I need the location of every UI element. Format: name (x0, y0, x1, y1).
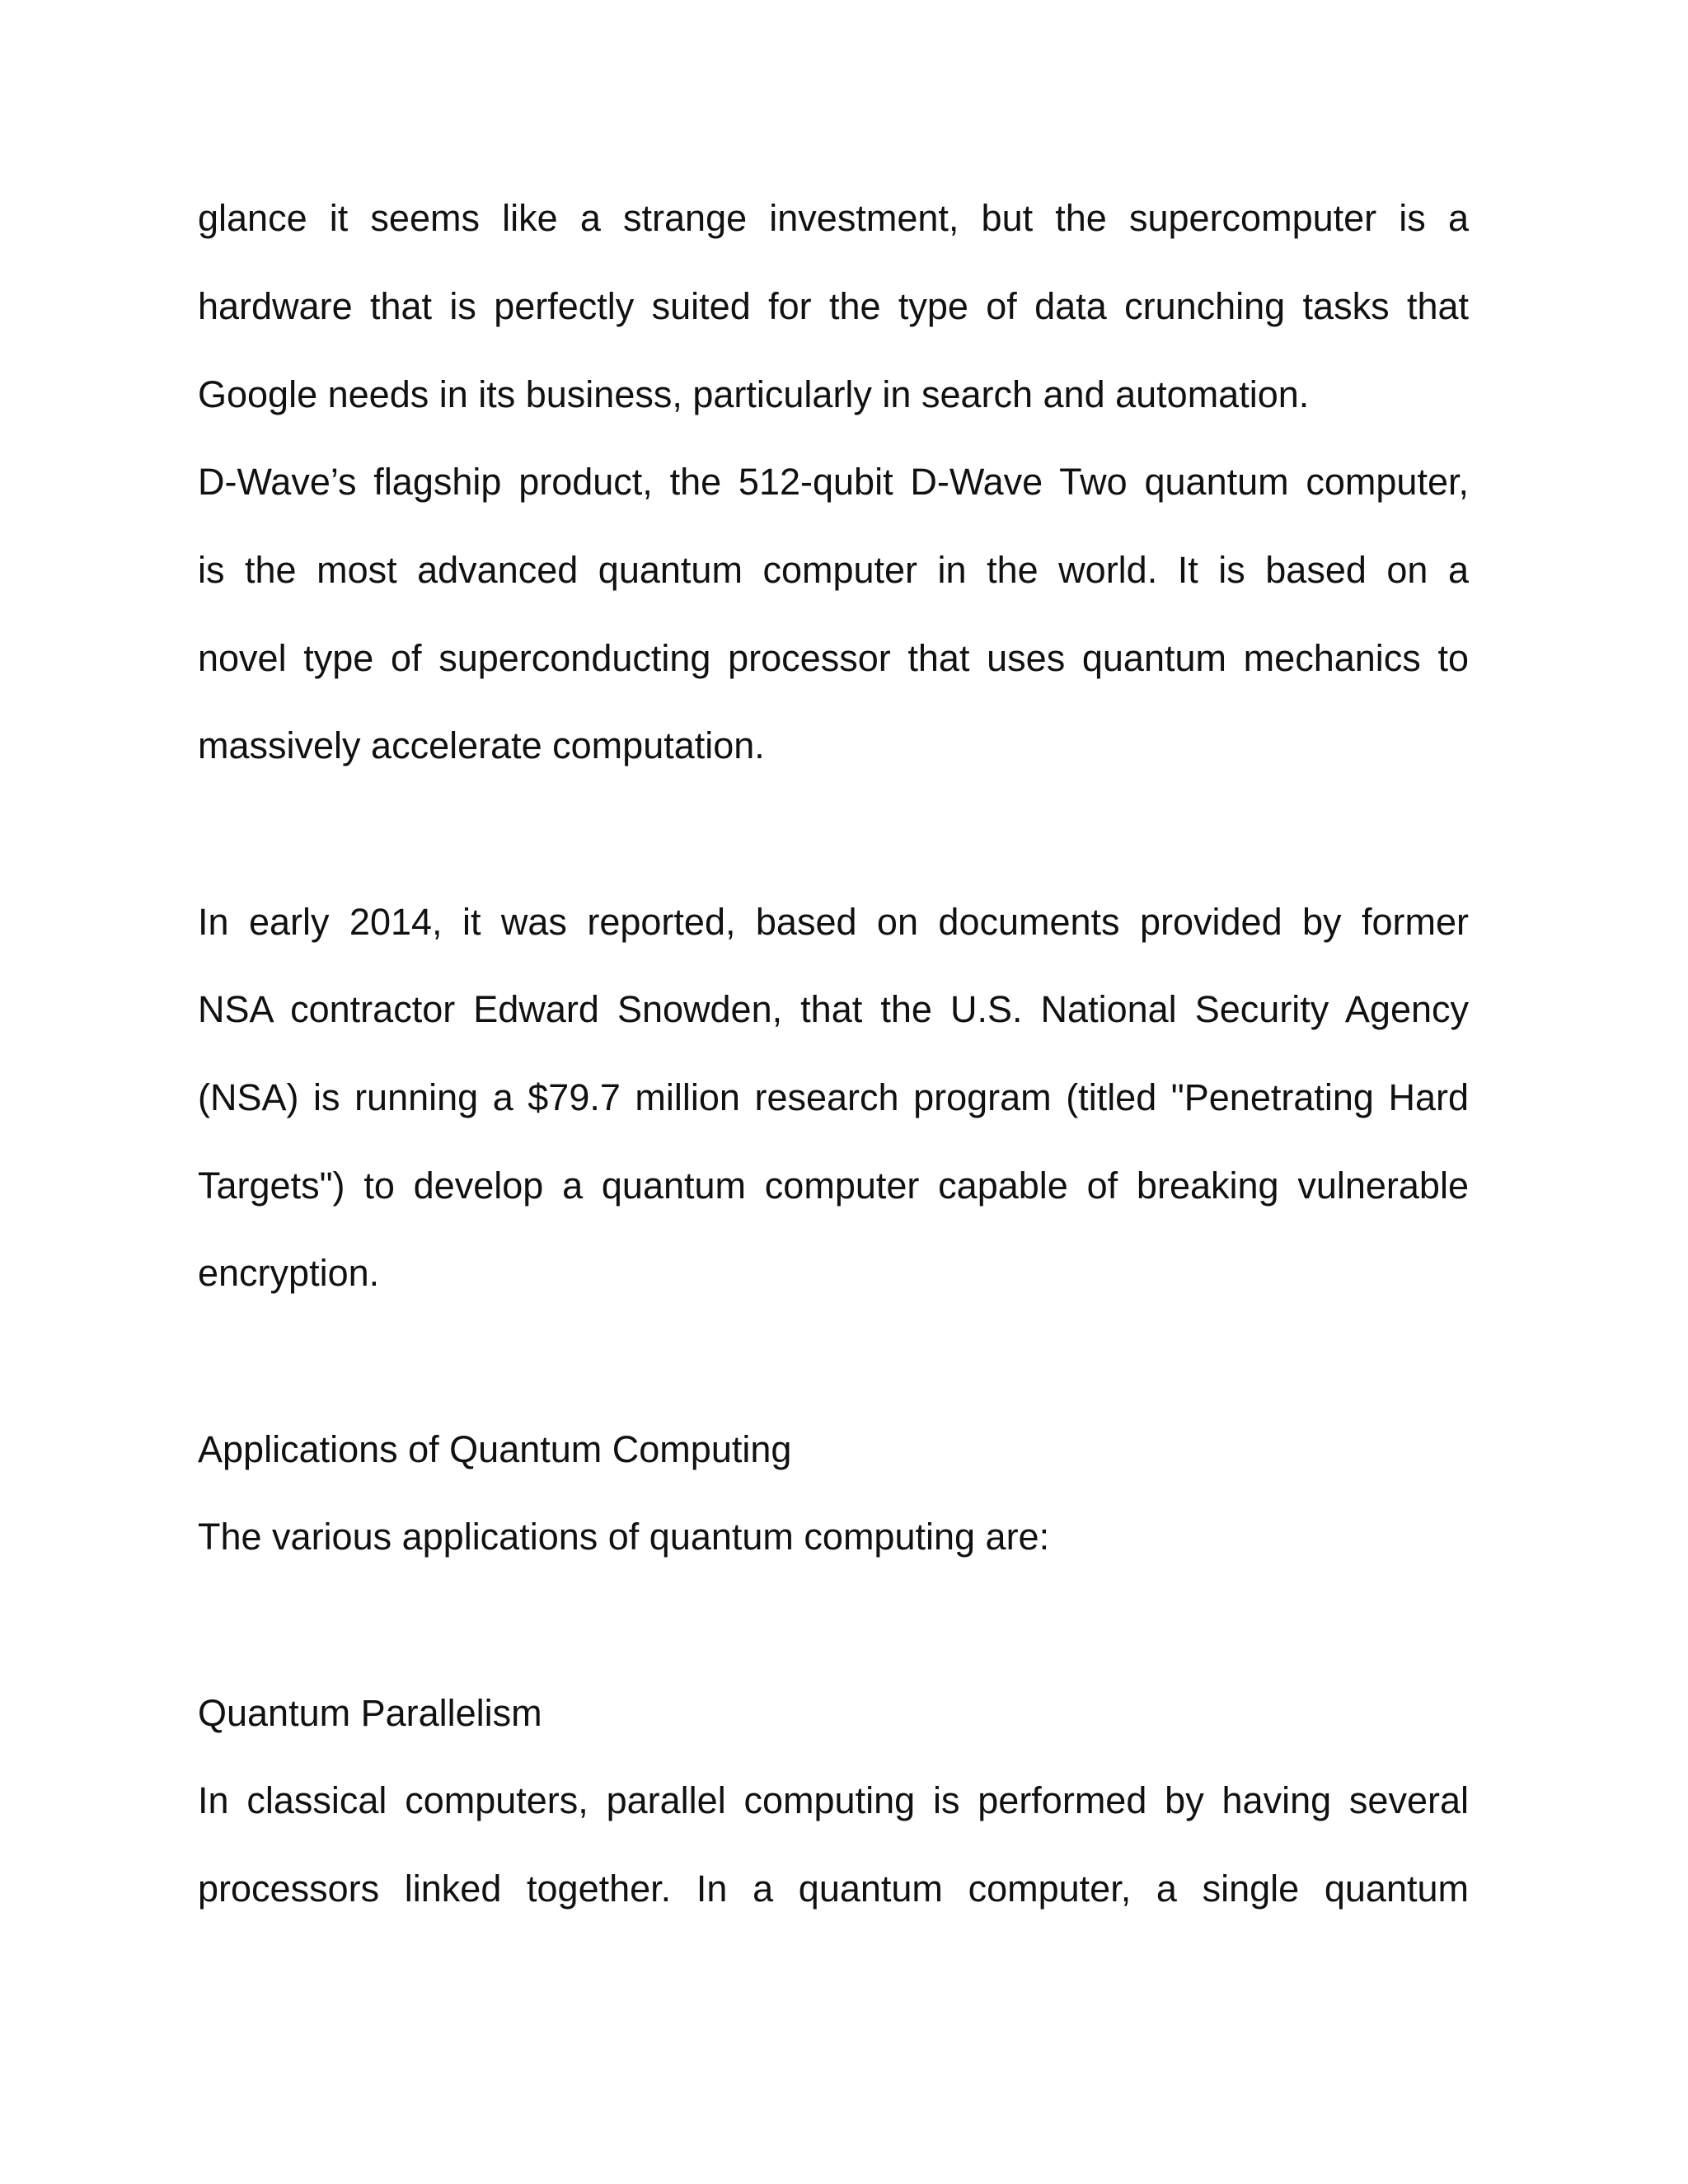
paragraph-1-line-3: Google needs in its business, particularly in search and automation. (198, 373, 1310, 415)
heading-quantum-parallelism: Quantum Parallelism (198, 1692, 542, 1734)
paragraph-2-line-1: D-Wave’s flagship product, the 512-qubit D-Wave Two quantum computer, (198, 461, 1469, 503)
paragraph-2-line-4: massively accelerate computation. (198, 724, 765, 766)
paragraph-3-line-4: Targets") to develop a quantum computer capable of breaking vulnerable (198, 1165, 1469, 1207)
paragraph-3-line-5: encryption. (198, 1252, 380, 1294)
intro-applications: The various applications of quantum computing are: (198, 1516, 1050, 1558)
paragraph-4-line-1: In classical computers, parallel computing is performed by having several (198, 1779, 1469, 1821)
paragraph-3-line-2: NSA contractor Edward Snowden, that the U.S. National Security Agency (198, 988, 1469, 1030)
paragraph-3-line-3: (NSA) is running a $79.7 million research program (titled "Penetrating Hard (198, 1076, 1469, 1118)
paragraph-3-line-1: In early 2014, it was reported, based on documents provided by former (198, 901, 1469, 943)
paragraph-2-line-2: is the most advanced quantum computer in the world. It is based on a (198, 549, 1469, 591)
heading-applications: Applications of Quantum Computing (198, 1428, 792, 1470)
paragraph-2-line-3: novel type of superconducting processor that uses quantum mechanics to (198, 637, 1469, 679)
paragraph-4-line-2: processors linked together. In a quantum computer, a single quantum (198, 1868, 1469, 1910)
paragraph-1-line-2: hardware that is perfectly suited for the type of data crunching tasks that (198, 285, 1469, 327)
paragraph-1-line-1: glance it seems like a strange investment, but the supercomputer is a (198, 197, 1469, 239)
